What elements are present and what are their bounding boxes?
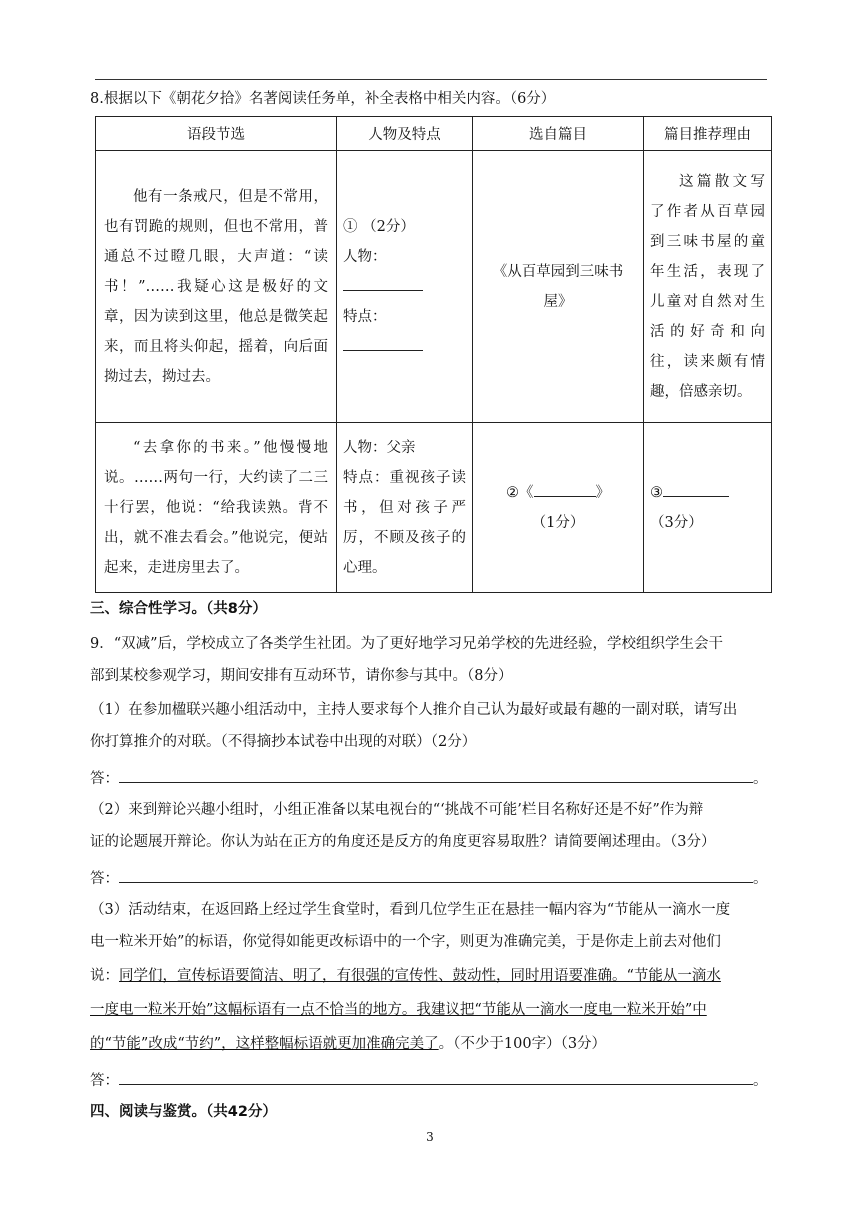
row1-character-cell xyxy=(337,151,473,423)
header-character: 人物及特点 xyxy=(337,117,473,151)
q9-part3-answer-field[interactable] xyxy=(119,1068,753,1085)
row2-person: 人物：父亲 xyxy=(343,439,416,456)
row1-person-blank[interactable] xyxy=(343,276,423,291)
q9-part3-line-5 xyxy=(90,1032,770,1056)
q9-part3-sample-3: 的“节能”改成“节约”，这样整幅标语就更加准确完美了 xyxy=(90,1036,439,1052)
q9-part3-say: 说： xyxy=(90,968,119,984)
header-reason: 篇目推荐理由 xyxy=(644,117,772,151)
q9-part2-answer-row xyxy=(90,866,770,891)
row1-reason: 这篇散文写了作者从百草园到三味书屋的童年生活，表现了儿童对自然对生活的好奇和向往，读来颇有情趣，倍感亲切。 xyxy=(650,173,765,400)
page-number: 3 xyxy=(426,1130,434,1144)
q9-part1-answer-field[interactable] xyxy=(119,766,753,783)
row2-reason-prefix: ③ xyxy=(650,484,663,501)
answer-period: 。 xyxy=(753,871,768,887)
row2-source-score: （1分） xyxy=(531,514,585,531)
answer-label: 答： xyxy=(90,871,119,887)
q9-part3-line-3 xyxy=(90,964,770,988)
q9-part3-sample-1: 同学们，宣传标语要简洁、明了，有很强的宣传性、鼓动性，同时用语要准确。“节能从一滴水 xyxy=(119,968,721,984)
row2-excerpt-cell xyxy=(96,423,337,593)
q9-part1-answer-row xyxy=(90,766,770,791)
header-source: 选自篇目 xyxy=(473,117,644,151)
q9-intro-line-2: 部到某校参观学习，期间安排有互动环节，请你参与其中。（8分） xyxy=(90,668,513,684)
row2-source-cell xyxy=(473,423,644,593)
header-excerpt: 语段节选 xyxy=(96,117,337,151)
row1-trait-blank[interactable] xyxy=(343,336,423,351)
row2-reason-blank[interactable] xyxy=(663,482,729,497)
row1-slot-label: ① （2分） xyxy=(343,218,415,235)
row1-source: 《从百草园到三味书屋》 xyxy=(492,263,624,310)
q9-part2-answer-field[interactable] xyxy=(119,866,753,883)
row2-source-blank[interactable] xyxy=(534,482,596,497)
q9-part3-sample-2: 一度电一粒米开始”这幅标语有一点不恰当的地方。我建议把“节能从一滴水一度电一粒米开始”中 xyxy=(90,1002,707,1018)
row2-character-cell xyxy=(337,423,473,593)
answer-label: 答： xyxy=(90,771,119,787)
row1-person-label: 人物： xyxy=(343,248,387,265)
row2-source-prefix: ②《 xyxy=(506,484,534,501)
row1-source-cell xyxy=(473,151,644,423)
answer-label: 答： xyxy=(90,1073,119,1089)
q9-part1-line-2: 你打算推介的对联。（不得摘抄本试卷中出现的对联）（2分） xyxy=(90,734,477,750)
answer-period: 。 xyxy=(753,1073,768,1089)
q9-part3-answer-row xyxy=(90,1068,770,1093)
q9-part2-line-1: （2）来到辩论兴趣小组时，小组正准备以某电视台的“‘挑战不可能’栏目名称好还是不好”作为辩 xyxy=(90,802,704,818)
row1-excerpt-cell xyxy=(96,151,337,423)
row1-excerpt: 他有一条戒尺，但是不常用，也有罚跪的规则，但也不常用，普通总不过瞪几眼，大声道：“读书！”……我疑心这是极好的文章，因为读到这里，他总是微笑起来，而且将头仰起，摇着，向后面拗过去，拗过去。 xyxy=(104,188,328,385)
reading-task-table xyxy=(95,116,772,593)
row1-reason-cell xyxy=(644,151,772,423)
q9-part3-requirement: 。（不少于100字）（3分） xyxy=(438,1036,607,1052)
q9-part3-line-2: 电一粒米开始”的标语，你觉得如能更改标语中的一个字，则更为准确完美，于是你走上前去对他们 xyxy=(90,934,721,950)
section-3-heading: 三、综合性学习。（共8分） xyxy=(90,601,267,617)
row2-trait: 特点：重视孩子读书，但对孩子严厉，不顾及孩子的心理。 xyxy=(343,469,466,576)
row2-reason-cell xyxy=(644,423,772,593)
q9-intro-line-1: 9．“双减”后，学校成立了各类学生社团。为了更好地学习兄弟学校的先进经验，学校组织学生会干 xyxy=(90,636,724,652)
q9-part3-line-1: （3）活动结束，在返回路上经过学生食堂时，看到几位学生正在悬挂一幅内容为“节能从一滴水一度 xyxy=(90,902,731,918)
q9-part1-line-1: （1）在参加楹联兴趣小组活动中，主持人要求每个人推介自己认为最好或最有趣的一副对联，请写出 xyxy=(90,702,738,718)
row1-trait-label: 特点： xyxy=(343,308,387,325)
section-4-heading: 四、阅读与鉴赏。（共42分） xyxy=(90,1104,277,1120)
row2-reason-score: （3分） xyxy=(650,514,703,531)
answer-period: 。 xyxy=(753,771,768,787)
row2-excerpt: “去拿你的书来。”他慢慢地说。……两句一行，大约读了二三十行罢，他说：“给我读熟。背不出，就不准去看会。”他说完，便站起来，走进房里去了。 xyxy=(104,439,328,576)
row2-source-suffix: 》 xyxy=(595,484,610,501)
question-8-title: 8.根据以下《朝花夕拾》名著阅读任务单，补全表格中相关内容。（6分） xyxy=(90,91,556,107)
q9-part2-line-2: 证的论题展开辩论。你认为站在正方的角度还是反方的角度更容易取胜？请简要阐述理由。（3分） xyxy=(90,834,716,850)
header-rule xyxy=(95,79,767,80)
